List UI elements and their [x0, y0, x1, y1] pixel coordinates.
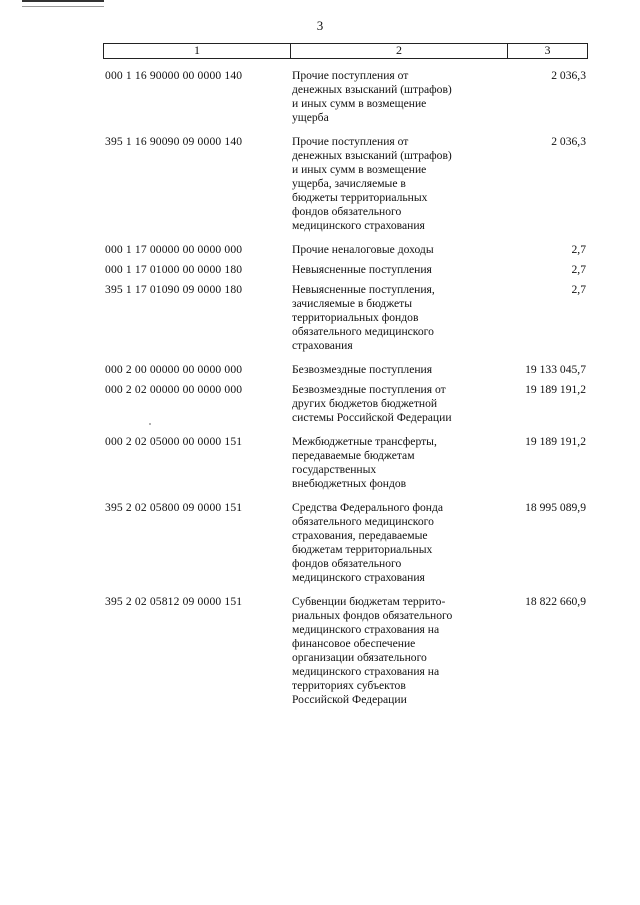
- scan-edge-mark: [22, 0, 104, 2]
- column-header-2: 2: [291, 44, 508, 58]
- amount-cell: 19 189 191,2: [525, 435, 586, 448]
- amount-cell: 2,7: [571, 263, 586, 276]
- amount-cell: 19 189 191,2: [525, 383, 586, 396]
- name-cell: Невыясненные поступления: [292, 263, 432, 276]
- page-number: 3: [316, 18, 324, 33]
- table-header: [103, 43, 588, 59]
- table-row: [103, 435, 588, 491]
- amount-cell: 2,7: [571, 243, 586, 256]
- column-header-1: 1: [104, 44, 291, 58]
- amount-cell: 18 995 089,9: [525, 501, 586, 514]
- table-row: [103, 363, 588, 377]
- name-cell: Безвозмездные поступления от других бюджетов бюджетной системы Российской Федерации: [292, 383, 452, 424]
- name-cell: Безвозмездные поступления: [292, 363, 433, 376]
- code-cell: 395 2 02 05800 09 0000 151: [105, 501, 243, 514]
- name-cell: Прочие неналоговые доходы: [292, 243, 434, 256]
- table-row: [103, 263, 588, 277]
- name-cell: Прочие поступления от денежных взысканий (штрафов) и иных сумм в возмещение ущерба: [292, 69, 452, 124]
- code-cell: 000 1 16 90000 00 0000 140: [105, 69, 243, 82]
- code-cell: 000 2 02 05000 00 0000 151: [105, 435, 243, 448]
- amount-cell: 2 036,3: [551, 135, 586, 148]
- code-cell: 000 1 17 00000 00 0000 000: [105, 243, 243, 256]
- name-cell: Субвенции бюджетам террито- риальных фондов обязательного медицинского страхования на финансовое обеспечение организации обязательного медицинского страхования на территориях субъектов Российской Федерации: [292, 595, 453, 706]
- name-cell: Прочие поступления от денежных взысканий (штрафов) и иных сумм в возмещение ущерба, зачисляемые в бюджеты территориальных фондов обязательного медицинского страхования: [292, 135, 452, 232]
- table-row: [103, 283, 588, 353]
- code-cell: 395 1 16 90090 09 0000 140: [105, 135, 243, 148]
- code-cell: 395 2 02 05812 09 0000 151: [105, 595, 243, 608]
- table-row: [103, 69, 588, 125]
- scan-edge-mark-secondary: [22, 6, 104, 7]
- amount-cell: 2 036,3: [551, 69, 586, 82]
- table-row: [103, 243, 588, 257]
- table-row: [103, 135, 588, 233]
- table-row: [103, 501, 588, 585]
- code-cell: 000 2 00 00000 00 0000 000: [105, 363, 243, 376]
- amount-cell: 18 822 660,9: [525, 595, 586, 608]
- name-cell: Межбюджетные трансферты, передаваемые бюджетам государственных внебюджетных фондов: [292, 435, 437, 490]
- table-body: [103, 69, 588, 707]
- column-header-3: 3: [544, 43, 551, 57]
- name-cell: Средства Федерального фонда обязательного медицинского страхования, передаваемые бюджетам территориальных фондов обязательного медицинского страхования: [292, 501, 444, 584]
- code-cell: 395 1 17 01090 09 0000 180: [105, 283, 243, 296]
- table-row: [103, 595, 588, 707]
- revenue-table: [103, 43, 588, 707]
- table-row: [103, 383, 588, 425]
- code-cell: 000 1 17 01000 00 0000 180: [105, 263, 243, 276]
- amount-cell: 19 133 045,7: [525, 363, 586, 376]
- code-cell: 000 2 02 00000 00 0000 000: [105, 383, 243, 396]
- amount-cell: 2,7: [571, 283, 586, 296]
- name-cell: Невыясненные поступления, зачисляемые в бюджеты территориальных фондов обязательного медицинского страхования: [292, 283, 435, 352]
